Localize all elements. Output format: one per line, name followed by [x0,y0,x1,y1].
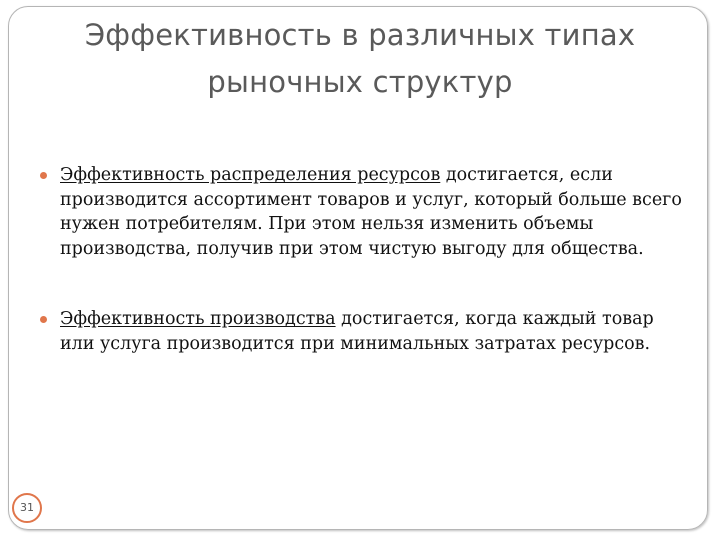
bullet-icon [40,172,47,179]
bullet-term: Эффективность производства [60,309,336,329]
title-line-2: рыночных структур [207,65,513,99]
bullet-text: достигается, когда каждый товар или услуга производится при минимальных затратах ресурсов. [60,309,654,354]
bullet-item-productive-efficiency [40,307,690,356]
bullet-term: Эффективность распределения ресурсов [60,165,441,185]
bullet-list [40,163,690,356]
page-number-badge: 31 [12,493,42,523]
title-line-1: Эффективность в различных типах [84,18,636,52]
bullet-item-allocative-efficiency [40,163,690,261]
bullet-text: достигается, если производится ассортимент товаров и услуг, который больше всего нужен потребителям. При этом нельзя изменить объемы производства, получив при этом чистую выгоду для общества. [60,165,682,259]
slide-title [30,12,690,106]
bullet-icon [40,316,47,323]
